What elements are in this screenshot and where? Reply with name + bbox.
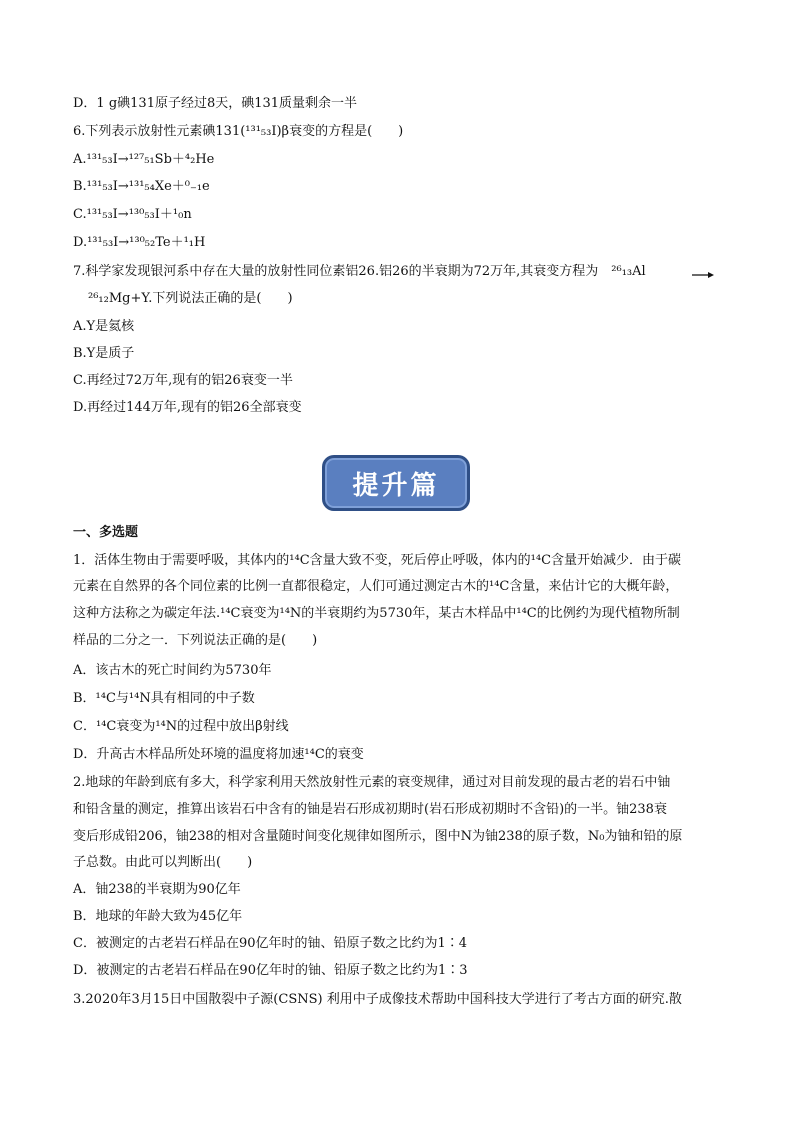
q3-stem-line1: 3.2020年3月15日中国散裂中子源(CSNS) 利用中子成像技术帮助中国科技大学进行了考古方面的研究.散 (73, 992, 682, 1007)
q6-option-b: B.¹³¹₅₃I→¹³¹₅₄Xe＋⁰₋₁e (73, 179, 210, 194)
q7-option-c: C.再经过72万年,现有的铝26衰变一半 (73, 373, 293, 388)
q1-option-b: B．¹⁴C与¹⁴N具有相同的中子数 (73, 691, 255, 706)
q7-option-a: A.Y是氦核 (73, 319, 135, 334)
q7-stem-line1: 7.科学家发现银河系中存在大量的放射性同位素铝26.铝26的半衰期为72万年,其衰变方程为 ²⁶₁₃Al (73, 264, 646, 279)
q6-option-d: D.¹³¹₅₃I→¹³⁰₅₂Te＋¹₁H (73, 235, 206, 250)
q6-option-c: C.¹³¹₅₃I→¹³⁰₅₃I＋¹₀n (73, 207, 192, 222)
q1-stem-line3: 这种方法称之为碳定年法.¹⁴C衰变为¹⁴N的半衰期约为5730年，某古木样品中¹⁴C的比例约为现代植物所制 (73, 606, 680, 621)
q1-stem-line4: 样品的二分之一．下列说法正确的是( ) (73, 633, 318, 648)
banner-title: 提升篇 (352, 470, 440, 501)
q6-option-a: A.¹³¹₅₃I→¹²⁷₅₁Sb＋⁴₂He (73, 152, 215, 167)
q2-option-c: C．被测定的古老岩石样品在90亿年时的铀、铅原子数之比约为1∶4 (73, 936, 468, 951)
q6-stem: 6.下列表示放射性元素碘131(¹³¹₅₃I)β衰变的方程是( ) (73, 124, 404, 139)
q1-option-d: D．升高古木样品所处环境的温度将加速¹⁴C的衰变 (73, 747, 364, 762)
q7-option-d: D.再经过144万年,现有的铝26全部衰变 (73, 400, 302, 415)
reaction-arrow-icon (692, 270, 714, 280)
q2-stem-line4: 子总数。由此可以判断出( ) (73, 855, 253, 870)
q2-option-b: B．地球的年龄大致为45亿年 (73, 909, 243, 924)
q5-option-d: D．1 g碘131原子经过8天，碘131质量剩余一半 (73, 96, 358, 111)
q2-option-a: A．铀238的半衰期为90亿年 (73, 882, 241, 897)
q1-option-c: C．¹⁴C衰变为¹⁴N的过程中放出β射线 (73, 719, 289, 734)
q7-stem-line2: ²⁶₁₂Mg+Y.下列说法正确的是( ) (88, 291, 293, 306)
section-banner (322, 455, 470, 511)
q2-stem-line3: 变后形成铅206，铀238的相对含量随时间变化规律如图所示，图中N为铀238的原子数，N₀为铀和铅的原 (73, 829, 683, 844)
q7-option-b: B.Y是质子 (73, 346, 135, 361)
q1-stem-line1: 1．活体生物由于需要呼吸，其体内的¹⁴C含量大致不变，死后停止呼吸，体内的¹⁴C含量开始减少．由于碳 (73, 553, 682, 568)
q1-option-a: A．该古木的死亡时间约为5730年 (73, 663, 272, 678)
q2-stem-line2: 和铅含量的测定，推算出该岩石中含有的铀是岩石形成初期时(岩石形成初期时不含铅)的一半。铀238衰 (73, 802, 667, 817)
q2-stem-line1: 2.地球的年龄到底有多大，科学家利用天然放射性元素的衰变规律，通过对目前发现的最古老的岩石中铀 (73, 775, 671, 790)
q2-option-d: D．被测定的古老岩石样品在90亿年时的铀、铅原子数之比约为1∶3 (73, 963, 468, 978)
section-heading: 一、多选题 (73, 525, 139, 540)
q1-stem-line2: 元素在自然界的各个同位素的比例一直都很稳定，人们可通过测定古木的¹⁴C含量，来估计它的大概年龄， (73, 579, 679, 594)
